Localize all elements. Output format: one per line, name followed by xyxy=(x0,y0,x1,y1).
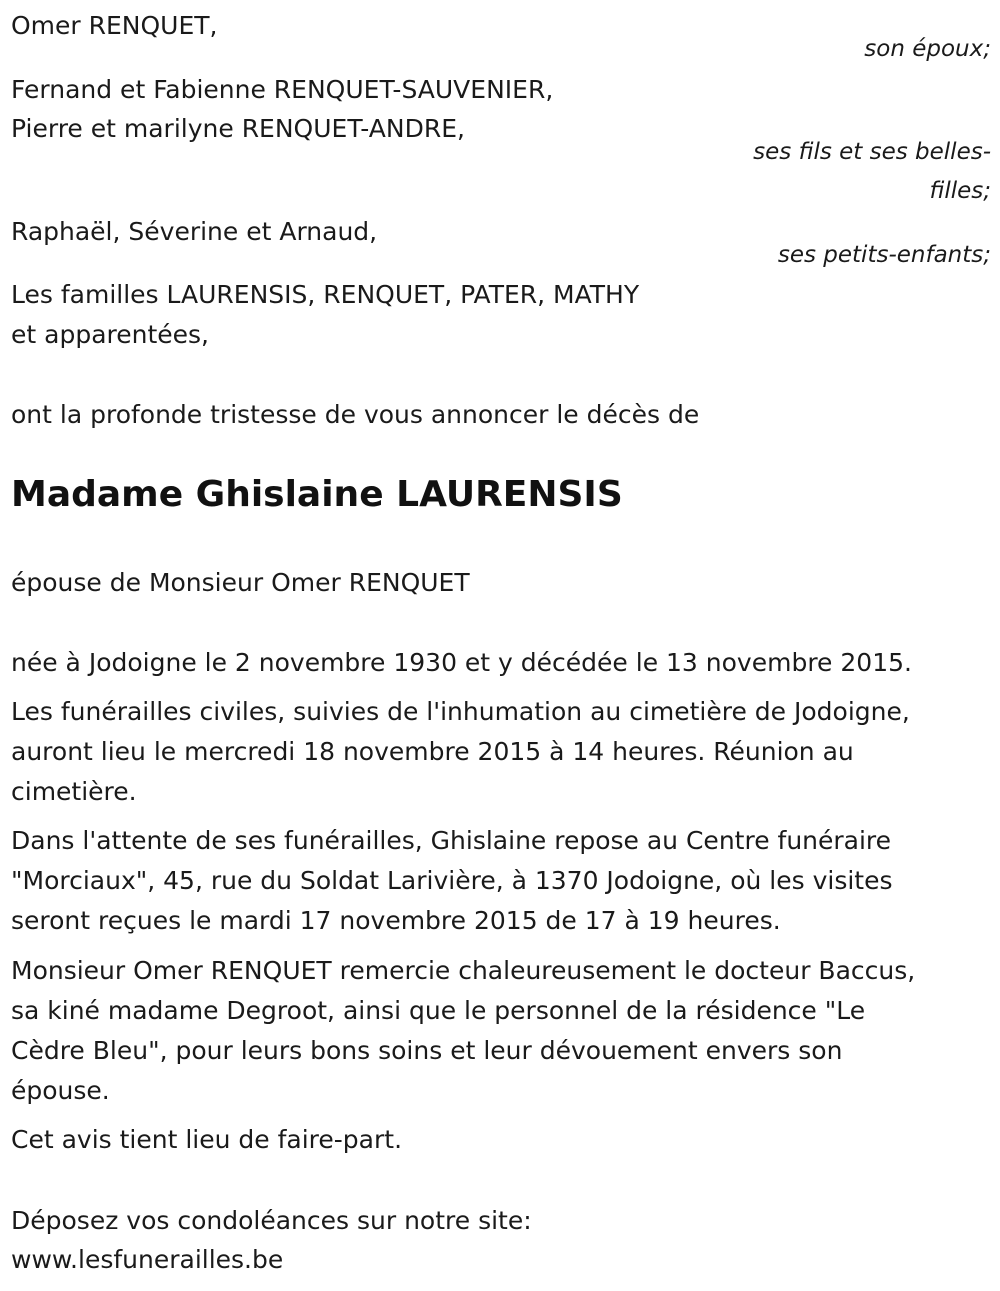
deceased-name: Madame Ghislaine LAURENSIS xyxy=(11,474,623,515)
viewing-line-3: seront reçues le mardi 17 novembre 2015 de 17 à 19 heures. xyxy=(11,906,781,935)
thanks-line-1: Monsieur Omer RENQUET remercie chaleureusement le docteur Baccus, xyxy=(11,956,916,985)
funeral-line-1: Les funérailles civiles, suivies de l'inhumation au cimetière de Jodoigne, xyxy=(11,697,910,726)
families-line-1: Les familles LAURENSIS, RENQUET, PATER, MATHY xyxy=(11,280,640,309)
grandchildren-role: ses petits-enfants; xyxy=(777,242,991,268)
spouse-role: son époux; xyxy=(864,36,991,62)
spouse-name: Omer RENQUET, xyxy=(11,11,218,40)
sons-line-2: Pierre et marilyne RENQUET-ANDRE, xyxy=(11,114,465,143)
families-line-2: et apparentées, xyxy=(11,320,209,349)
thanks-line-2: sa kiné madame Degroot, ainsi que le personnel de la résidence "Le xyxy=(11,996,866,1025)
viewing-line-1: Dans l'attente de ses funérailles, Ghislaine repose au Centre funéraire xyxy=(11,826,892,855)
grandchildren-names: Raphaël, Séverine et Arnaud, xyxy=(11,217,378,246)
sons-role-line-2: filles; xyxy=(929,178,991,204)
funeral-line-2: auront lieu le mercredi 18 novembre 2015 à 14 heures. Réunion au xyxy=(11,737,854,766)
deceased-relation: épouse de Monsieur Omer RENQUET xyxy=(11,568,470,597)
birth-death-text: née à Jodoigne le 2 novembre 1930 et y décédée le 13 novembre 2015. xyxy=(11,648,912,677)
thanks-line-3: Cèdre Bleu", pour leurs bons soins et leur dévouement envers son xyxy=(11,1036,843,1065)
sons-line-1: Fernand et Fabienne RENQUET-SAUVENIER, xyxy=(11,75,554,104)
funeral-line-3: cimetière. xyxy=(11,777,137,806)
thanks-line-4: épouse. xyxy=(11,1076,110,1105)
sons-role-line-1: ses fils et ses belles- xyxy=(753,139,991,165)
condolences-text: Déposez vos condoléances sur notre site: xyxy=(11,1206,532,1235)
notice-text: Cet avis tient lieu de faire-part. xyxy=(11,1125,403,1154)
viewing-line-2: "Morciaux", 45, rue du Soldat Larivière, à 1370 Jodoigne, où les visites xyxy=(11,866,893,895)
condolences-website: www.lesfunerailles.be xyxy=(11,1245,284,1274)
announcement-text: ont la profonde tristesse de vous annoncer le décès de xyxy=(11,400,700,429)
